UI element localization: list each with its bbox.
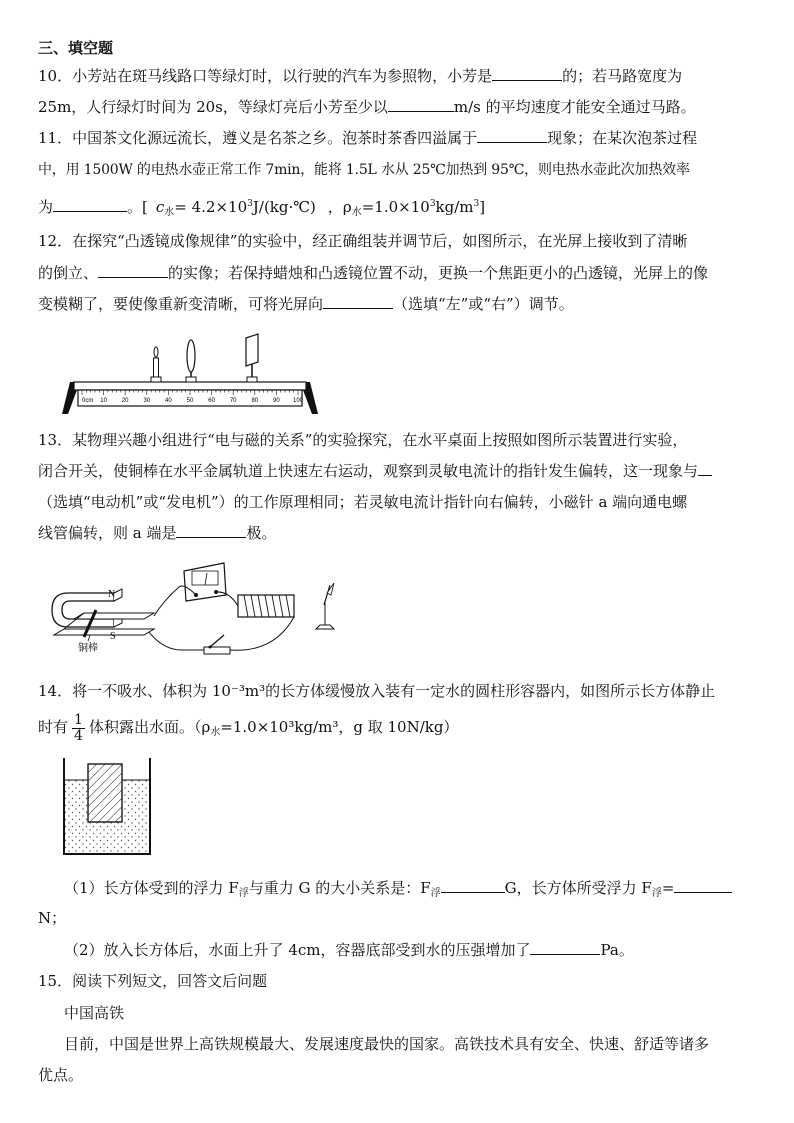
formula-sub: 水 <box>164 207 175 218</box>
q10-text: 的；若马路宽度为 <box>562 67 683 85</box>
q15-line2: 目前，中国是世界上高铁规模最大、发展速度最快的国家。高铁技术具有安全、快速、舒适等诸多 <box>64 1035 710 1053</box>
q11-line2: 中，用 1500W 的电热水壶正常工作 7min，能将 1.5L 水从 25℃加热到 95℃，则电热水壶此次加热效率 <box>38 162 690 178</box>
q12-text: （选填“左”或“右”）调节。 <box>393 295 574 313</box>
ruler-tick-label: 100 <box>292 398 304 404</box>
formula-exp: 3 <box>247 199 253 209</box>
answer-blank[interactable] <box>530 940 600 955</box>
q14-text: = <box>661 879 675 897</box>
ruler-tick-label: 80 <box>251 398 259 404</box>
q14-line2 <box>38 712 458 746</box>
fraction-one-quarter <box>72 713 85 744</box>
answer-blank[interactable] <box>441 878 505 893</box>
formula-c: c <box>155 198 165 216</box>
q14-sub1-line2: N； <box>38 909 67 927</box>
light-screen <box>246 334 258 382</box>
q13-text: 线管偏转，则 a 端是 <box>38 524 177 542</box>
formula-sub: 浮 <box>651 888 662 899</box>
q15-line3: 优点。 <box>38 1066 84 1084</box>
formula-sub: 水 <box>210 727 221 738</box>
q11-text: 11．中国茶文化源远流长，遵义是名茶之乡。泡茶时茶香四溢属于 <box>38 129 478 147</box>
q12-text: 变模糊了，要使像重新变清晰，可将光屏向 <box>38 295 324 313</box>
q14-line1: 14．将一不吸水、体积为 10⁻³m³的长方体缓慢放入装有一定水的圆柱形容器内，如图所示长方体静止 <box>38 682 716 700</box>
answer-blank[interactable] <box>388 97 454 112</box>
answer-blank[interactable] <box>176 523 246 538</box>
fraction-numerator: 1 <box>74 711 83 728</box>
q14-text: Pa。 <box>600 941 634 959</box>
q13-line2 <box>38 461 712 481</box>
formula-exp: 3 <box>429 199 436 209</box>
answer-blank[interactable] <box>492 66 562 81</box>
ruler-tick-label: 40 <box>165 398 172 404</box>
magnetic-needle <box>316 583 334 629</box>
q12-text: 的实像；若保持蜡烛和凸透镜位置不动，更换一个焦距更小的凸透镜，光屏上的像 <box>168 264 709 282</box>
formula-val: = 4.2×10 <box>174 198 248 216</box>
convex-lens <box>186 340 196 382</box>
q13-text: 闭合开关，使铜棒在水平金属轨道上快速左右运动，观察到灵敏电流计的指针发生偏转，这一现象与 <box>38 462 699 480</box>
formula-val: =1.0×10 <box>361 198 430 216</box>
formula-sub: 浮 <box>430 888 441 899</box>
q12-line2 <box>38 263 708 283</box>
q13-line1: 13．某物理兴趣小组进行“电与磁的关系”的实验探究，在水平桌面上按照如图所示装置进行实验， <box>38 431 688 449</box>
switch <box>204 635 230 654</box>
ruler-tick-label: 90 <box>273 398 280 404</box>
formula-close: ] <box>479 198 486 216</box>
induction-apparatus-figure <box>44 555 344 665</box>
ruler-tick-label: 60 <box>208 398 215 404</box>
label-copper-rod: 铜棒 <box>78 643 98 654</box>
q13-line4 <box>38 523 277 543</box>
q14-sub1-line1 <box>64 878 732 904</box>
q11-text: 。[ <box>127 198 148 216</box>
answer-blank[interactable] <box>698 461 712 476</box>
formula-exp: 3 <box>473 199 480 209</box>
answer-blank[interactable] <box>674 878 732 893</box>
formula-sub: 水 <box>351 207 362 218</box>
bench-rail <box>74 382 306 390</box>
solenoid <box>238 595 294 617</box>
q12-text: 的倒立、 <box>38 264 99 282</box>
ruler-start-label: 0cm <box>82 398 94 404</box>
formula-unit: J/(kg·℃) <box>252 198 316 216</box>
q11-text: 为 <box>38 198 54 216</box>
q14-text: （2）放入长方体后，水面上升了 4cm，容器底部受到水的压强增加了 <box>64 941 531 959</box>
formula-sub: 浮 <box>238 888 249 899</box>
q15-article-title: 中国高铁 <box>64 1004 125 1022</box>
q11-text: 现象；在某次泡茶过程 <box>547 129 698 147</box>
q10-text: 10．小芳站在斑马线路口等绿灯时，以行驶的汽车为参照物，小芳是 <box>38 67 493 85</box>
q10-text: 25m，人行绿灯时间为 20s，等绿灯亮后小芳至少以 <box>38 98 388 116</box>
label-south: S <box>110 631 116 642</box>
container-figure <box>60 758 154 858</box>
label-north: N <box>108 589 116 600</box>
q14-sub2 <box>64 940 634 960</box>
q14-text: 与重力 G 的大小关系是：F <box>248 879 431 897</box>
ruler-tick-label: 10 <box>100 398 107 404</box>
q12-line1: 12．在探究“凸透镜成像规律”的实验中，经正确组装并调节后，如图所示，在光屏上接收到了清晰 <box>38 232 688 250</box>
q14-text: （1）长方体受到的浮力 F <box>64 879 239 897</box>
q14-text: 时有 <box>38 718 69 736</box>
ruler-tick-label: 20 <box>121 398 129 404</box>
fraction-denominator: 4 <box>74 727 83 744</box>
q14-text: 体积露出水面。（ρ <box>88 718 211 736</box>
galvanometer <box>184 563 226 601</box>
optical-bench-figure <box>60 330 320 420</box>
q10-text: m/s 的平均速度才能安全通过马路。 <box>453 98 696 116</box>
q10-line1 <box>38 66 682 86</box>
q11-line3 <box>38 194 485 223</box>
answer-blank[interactable] <box>477 128 547 143</box>
q13-line3: （选填“电动机”或“发电机”）的工作原理相同；若灵敏电流计指针向右偏转，小磁针 a 端向通电螺 <box>38 493 688 511</box>
q15-line1: 15．阅读下列短文，回答文后问题 <box>38 972 268 990</box>
candle <box>151 347 161 382</box>
ruler-tick-label: 50 <box>186 398 194 404</box>
q11-line1 <box>38 128 697 148</box>
q13-text: 极。 <box>246 524 277 542</box>
q10-line2 <box>38 97 696 117</box>
answer-blank[interactable] <box>53 197 127 212</box>
ruler-tick-label: 70 <box>229 398 237 404</box>
answer-blank[interactable] <box>323 294 393 309</box>
q12-line3 <box>38 294 574 314</box>
formula-unit: kg/m <box>435 198 474 216</box>
answer-blank[interactable] <box>98 263 168 278</box>
section-title: 三、填空题 <box>38 39 114 57</box>
q14-text: G，长方体所受浮力 F <box>504 879 652 897</box>
q14-text: =1.0×10³kg/m³，g 取 10N/kg） <box>220 718 459 736</box>
formula-rho: ，ρ <box>327 198 352 216</box>
ruler-tick-label: 30 <box>143 398 151 404</box>
